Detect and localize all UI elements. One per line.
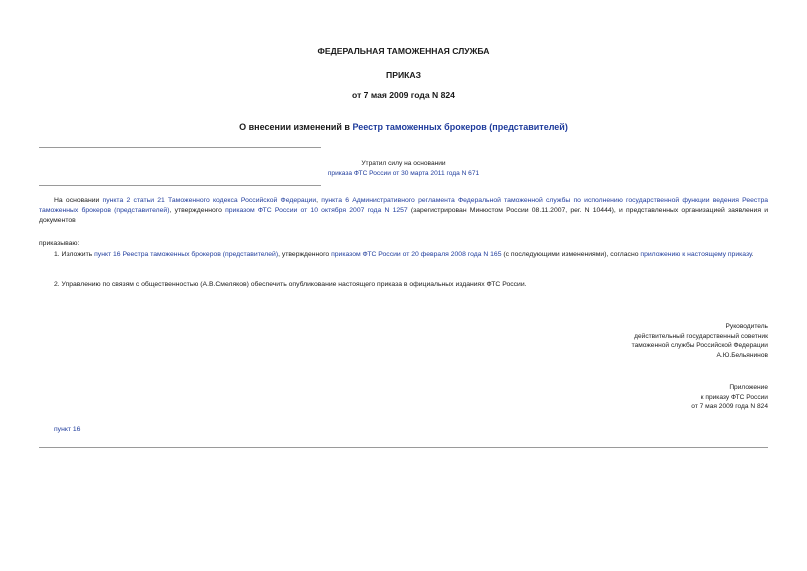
preamble-text-3: , утвержденного (169, 207, 226, 214)
point-16-link[interactable]: пункт 16 Реестра таможенных брокеров (представителей) (94, 251, 279, 258)
customs-code-link[interactable]: пункта 2 статьи 21 Таможенного кодекса Российской Федерации (102, 197, 317, 204)
appendix-line-1: Приложение (729, 384, 768, 391)
signature-line-1: Руководитель (725, 323, 768, 330)
appendix-line-3: от 7 мая 2009 года N 824 (691, 403, 768, 411)
signature-line-3: таможенной службы Российской Федерации (631, 342, 768, 350)
order-item-1 (39, 250, 768, 260)
order-165-link[interactable]: приказом ФТС России от 20 февраля 2008 года N 165 (331, 251, 502, 258)
appendix-block (691, 383, 768, 412)
appendix-ref-link[interactable]: приложению к настоящему приказу (640, 251, 752, 258)
preamble-text-4: (зарегистрирован Минюстом России 08.11.2007, рег. N 10444), и представленных организацией заявления и документов (39, 207, 769, 224)
appendix-line-2: к приказу ФТС России (700, 393, 768, 401)
repeal-order-link[interactable]: приказа ФТС России от 30 марта 2011 года N 671 (327, 170, 480, 177)
divider-bottom (39, 447, 768, 448)
signature-line-2: действительный государственный советник (634, 332, 768, 340)
signature-line-4: А.Ю.Бельянинов (716, 351, 768, 359)
registry-title-link[interactable]: Реестр таможенных брокеров (представителей) (352, 122, 568, 132)
doc-type-heading: ПРИКАЗ (386, 70, 421, 80)
divider-top (39, 147, 321, 148)
doc-title (0, 122, 807, 132)
item1-text-2: , утвержденного (278, 251, 332, 258)
signature-block (632, 322, 768, 360)
preamble-text-2: , (316, 197, 322, 204)
order-word: приказываю: (39, 240, 80, 247)
preamble-paragraph (39, 196, 768, 226)
doc-date-number: от 7 мая 2009 года N 824 (352, 90, 455, 100)
doc-title-prefix: О внесении изменений в (239, 122, 353, 132)
admin-regulation-link[interactable]: пункта 6 Административного регламента Федеральной таможенной службы по исполнению государственной функции ведения Реестра таможенных брокеров (представителей) (39, 197, 768, 214)
preamble-text-1: На основании (54, 197, 103, 204)
item1-text-4: . (751, 251, 754, 258)
order-1257-link[interactable]: приказом ФТС России от 10 октября 2007 года N 1257 (225, 207, 408, 214)
agency-heading: ФЕДЕРАЛЬНАЯ ТАМОЖЕННАЯ СЛУЖБА (317, 46, 490, 56)
item1-text-3: (с последующими изменениями), согласно (501, 251, 641, 258)
item1-text-1: 1. Изложить (54, 251, 95, 258)
order-item-2: 2. Управлению по связям с общественностью (А.В.Смеляков) обеспечить опубликование настоящего приказа в официальных изданиях ФТС России. (54, 281, 527, 288)
divider-status (39, 185, 321, 186)
status-line: Утратил силу на основании (361, 160, 446, 167)
appendix-point-16-link[interactable]: пункт 16 (54, 426, 81, 433)
